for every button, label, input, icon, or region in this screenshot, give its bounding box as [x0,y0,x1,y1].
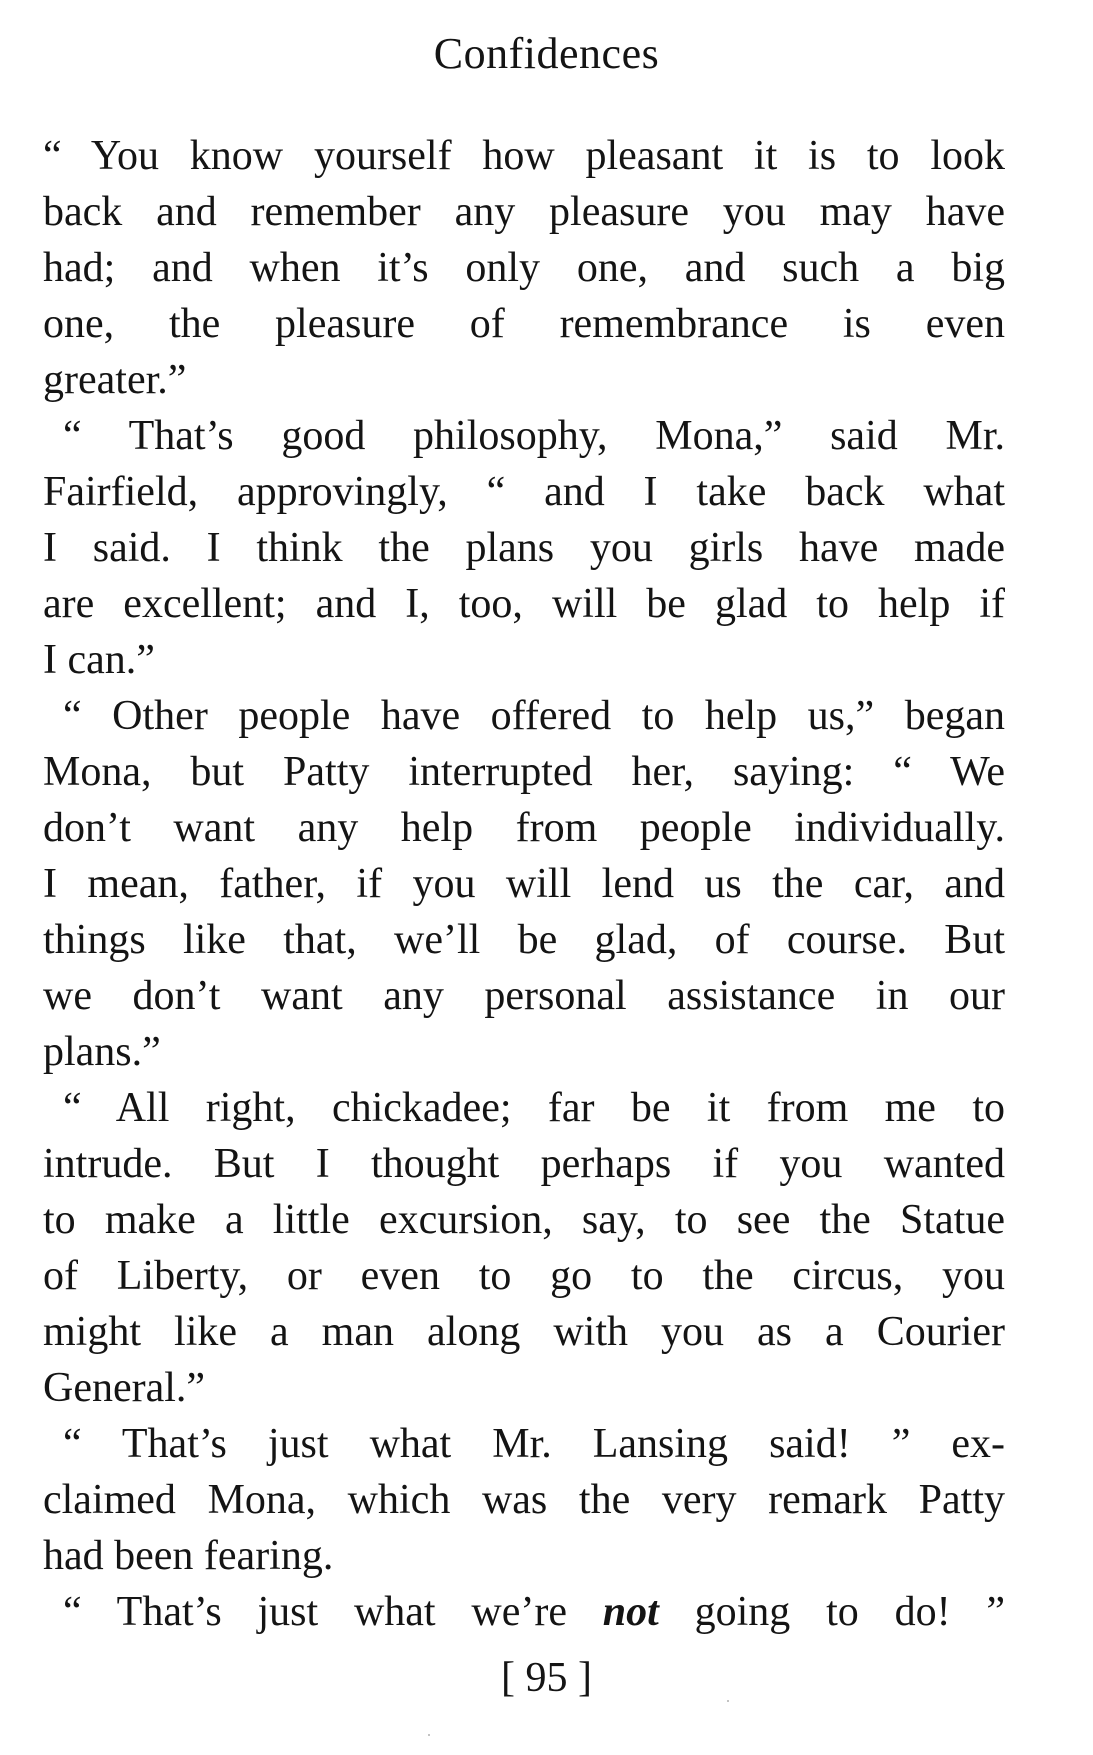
text-line: things like that, we’ll be glad, of course. But [43,917,1005,963]
print-speck [727,1700,729,1702]
text-line: I can.” [43,637,155,683]
text-line: “ Other people have offered to help us,” began [63,693,1005,739]
text-line: don’t want any help from people individually. [43,805,1005,851]
text-line: plans.” [43,1029,161,1075]
text-segment: going to do! ” [694,1589,1006,1635]
text-line: “ That’s just what Mr. Lansing said! ” ex- [63,1421,1005,1467]
page-number: [ 95 ] [501,1655,592,1701]
text-line: back and remember any pleasure you may have [43,189,1005,235]
text-line: I mean, father, if you will lend us the car, and [43,861,1005,907]
emphasis-word: not [602,1589,659,1635]
print-speck [428,1734,430,1736]
text-line: one, the pleasure of remembrance is even [43,301,1005,347]
text-line: had been fearing. [43,1533,334,1579]
text-line: to make a little excursion, say, to see the Statue [43,1197,1005,1243]
body-text [43,128,1005,1640]
text-line: “ All right, chickadee; far be it from me to [63,1085,1005,1131]
text-line: intrude. But I thought perhaps if you wanted [43,1141,1005,1187]
text-line: might like a man along with you as a Courier [43,1309,1005,1355]
text-line: had; and when it’s only one, and such a big [43,245,1005,291]
text-line: I said. I think the plans you girls have made [43,525,1005,571]
text-line-final [43,1584,1005,1640]
text-line: Mona, but Patty interrupted her, saying: “ We [43,749,1005,795]
text-line: “ You know yourself how pleasant it is to look [43,133,1005,179]
text-line: greater.” [43,357,187,403]
running-head: Confidences [433,29,660,78]
text-line: Fairfield, approvingly, “ and I take back what [43,469,1005,515]
text-line: we don’t want any personal assistance in our [43,973,1005,1019]
text-line: are excellent; and I, too, will be glad to help if [43,581,1005,627]
text-line: “ That’s good philosophy, Mona,” said Mr. [63,413,1005,459]
text-line: General.” [43,1365,206,1411]
text-line: claimed Mona, which was the very remark Patty [43,1477,1005,1523]
text-line: of Liberty, or even to go to the circus, you [43,1253,1005,1299]
text-segment: “ That’s just what we’re [63,1589,567,1635]
